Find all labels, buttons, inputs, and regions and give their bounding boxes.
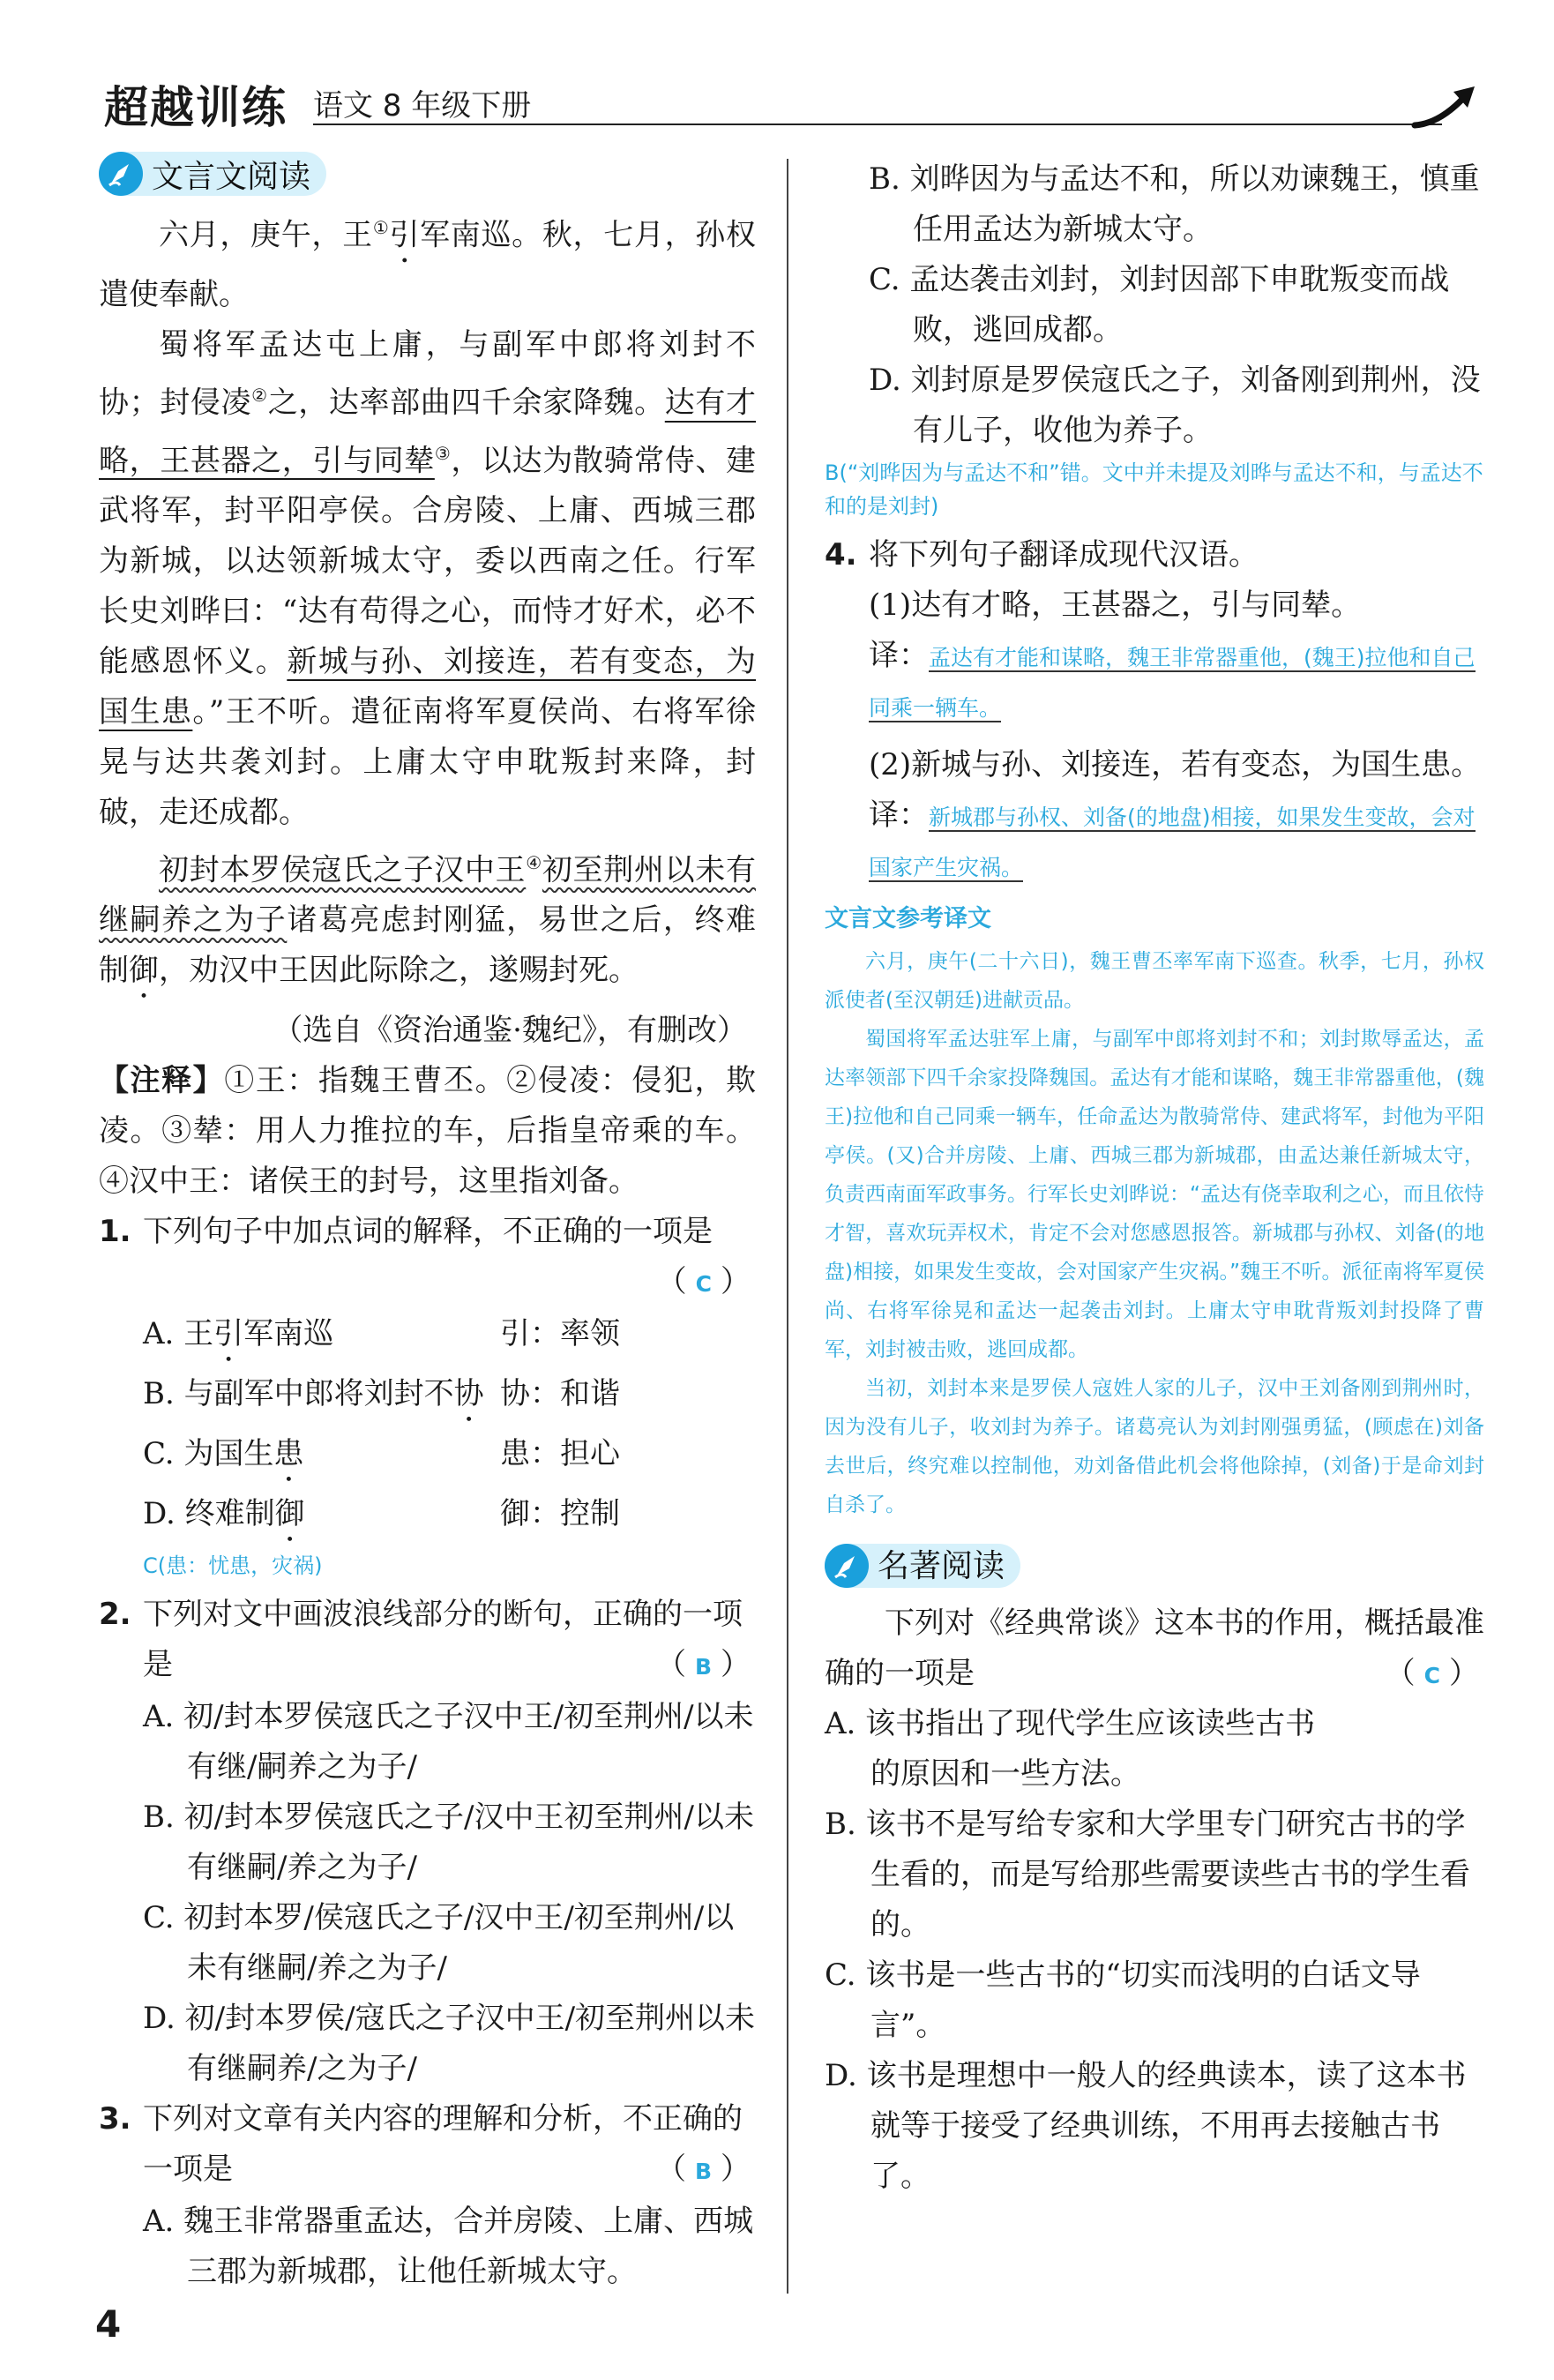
answer-blank[interactable]: B [694, 2159, 712, 2185]
pen-nib-icon [99, 152, 143, 196]
reference-paragraph-2: 蜀国将军孟达驻军上庸，与副军中郎将刘封不和；刘封欺辱孟达，孟达率领部下四千余家投降魏国。孟达有才能和谋略，魏王非常器重他，(魏王)拉他和自己同乘一辆车，任命孟达为散骑常侍、建武将军，封他为平阳亭侯。(又)合并房陵、上庸、西城三郡为新城郡，由孟达兼任新城太守，负责西南面军政事务。行军长史刘晔说：“孟达有侥幸取利之心，而且依恃才智，喜欢玩弄权术，肯定不会对您感恩报答。新城郡与孙权、刘备(的地盘)相接，如果发生变故，会对国家产生灾祸。”魏王不听。派征南将军夏侯尚、右将军徐晃和孟达一起袭击刘封。上庸太守申耽背叛刘封投降了曹军，刘封被击败，逃回成都。 [825, 1028, 1484, 1361]
header-rule [313, 123, 1442, 125]
q1-option-d[interactable]: D. 终难制御 御：控制 [143, 1496, 620, 1532]
q3-option-a[interactable]: A. 魏王非常器重孟达，合并房陵、上庸、西城三郡为新城郡，让他任新城太守。 [143, 2204, 754, 2290]
question-4: 4. 将下列句子翻译成现代汉语。 [825, 537, 1259, 573]
classics-option-d[interactable]: D. 该书是理想中一般人的经典读本，读了这本书就等于接受了经典训练，不用再去接触古书了。 [825, 2058, 1467, 2194]
q3-answer-hint: B(“刘晔因为与孟达不和”错。文中并未提及刘晔与孟达不和，与孟达不和的是刘封) [825, 460, 1483, 519]
answer-blank[interactable]: C [1423, 1663, 1440, 1688]
pen-nib-icon [825, 1544, 869, 1588]
question-2: 2. 下列对文中画波浪线部分的断句，正确的一项是 （ B ） [99, 1597, 751, 1683]
answer-blank[interactable]: B [694, 1654, 712, 1680]
passage-paragraph-2: 蜀将军孟达屯上庸，与副军中郎将刘封不协；封侵凌②之，达率部曲四千余家降魏。达有才略，王甚器之，引与同辇③，以达为散骑常侍、建武将军，封平阳亭侯。合房陵、上庸、西城三郡为新城，以达领新城太守，委以西南之任。行军长史刘晔曰：“达有苟得之心，而恃才好术，必不能感恩怀义。新城与孙、刘接连，若有变态，为国生患。”王不听。遣征南将军夏侯尚、右将军徐晃与达共袭刘封。上庸太守申耽叛封来降，封破，走还成都。 [99, 327, 757, 830]
q2-option-c[interactable]: C. 初封本罗/侯寇氏之子/汉中王/初至荆州/以未有继嗣/养之为子/ [143, 1900, 735, 1987]
section-title: 文言文阅读 [152, 158, 311, 195]
question-3: 3. 下列对文章有关内容的理解和分析，不正确的一项是 （ B ） [99, 2101, 751, 2188]
passage-paragraph-1: 六月，庚午，王①引军南巡。秋，七月，孙权遣使奉献。 [99, 217, 756, 313]
notes: 【注释】①王：指魏王曹丕。②侵凌：侵犯，欺凌。③辇：用人力推拉的车，后指皇帝乘的车。④汉中王：诸侯王的封号，这里指刘备。 [99, 1063, 757, 1200]
reference-title: 文言文参考译文 [825, 905, 991, 932]
q1-option-c[interactable]: C. 为国生患 患：担心 [143, 1436, 620, 1472]
header-brand: 超越训练 [104, 82, 288, 133]
classics-option-b[interactable]: B. 该书不是写给专家和大学里专门研究古书的学生看的，而是写给那些需要读些古书的学生看的。 [825, 1807, 1470, 1942]
classics-option-a[interactable]: A. 该书指出了现代学生应该读些古书的原因和一些方法。 [825, 1706, 1316, 1792]
q2-option-a[interactable]: A. 初/封本罗侯寇氏之子汉中王/初至荆州/以未有继/嗣养之为子/ [143, 1699, 754, 1785]
q3-option-b[interactable]: B. 刘晔因为与孟达不和，所以劝谏魏王，慎重任用孟达为新城太守。 [869, 161, 1480, 247]
q4-sentence-2: (2)新城与孙、刘接连，若有变态，为国生患。 [869, 747, 1482, 782]
left-column [99, 203, 756, 2297]
q4-translation-1[interactable]: 译：孟达有才能和谋略，魏王非常器重他，(魏王)拉他和自己同乘一辆车。 [869, 638, 1476, 721]
q3-option-d[interactable]: D. 刘封原是罗侯寇氏之子，刘备刚到荆州，没有儿子，收他为养子。 [869, 363, 1481, 448]
q1-option-a[interactable]: A. 王引军南巡 引：率领 [143, 1316, 620, 1352]
q4-translation-2[interactable]: 译：新城郡与孙权、刘备(的地盘)相接，如果发生变故，会对国家产生灾祸。 [869, 797, 1476, 880]
passage-paragraph-3: 初封本罗侯寇氏之子汉中王④初至荆州以未有继嗣养之为子诸葛亮虑封刚猛，易世之后，终难制御，劝汉中王因此际除之，遂赐封死。 [99, 851, 757, 989]
q2-option-d[interactable]: D. 初/封本罗侯/寇氏之子汉中王/初至荆州以未有继嗣养/之为子/ [143, 2001, 756, 2087]
q1-answer-hint: C(患：忧患，灾祸) [143, 1553, 323, 1579]
passage-source: （选自《资治通鉴·魏纪》，有删改） [273, 1013, 747, 1049]
section-badge-wrapper [825, 1537, 1484, 1598]
swoosh-arrow-icon [1411, 81, 1482, 134]
reference-paragraph-3: 当初，刘封本来是罗侯人寇姓人家的儿子，汉中王刘备刚到荆州时，因为没有儿子，收刘封为养子。诸葛亮认为刘封刚强勇猛，(顾虑在)刘备去世后，终究难以控制他，劝刘备借此机会将他除掉，(刘备)于是命刘封自杀了。 [825, 1377, 1484, 1516]
q1-option-b[interactable]: B. 与副军中郎将刘封不协 协：和谐 [143, 1376, 620, 1412]
question-1: 1. 下列句子中加点词的解释，不正确的一项是 （ C ） [99, 1214, 751, 1300]
page-number: 4 [95, 2302, 122, 2346]
section-badge-classical [99, 152, 326, 196]
q4-sentence-1: (1)达有才略，王甚器之，引与同辇。 [869, 588, 1362, 623]
classics-option-c[interactable]: C. 该书是一些古书的“切实而浅明的白话文导言”。 [825, 1957, 1421, 2043]
column-divider [787, 159, 788, 2294]
header-subtitle: 语文 8 年级下册 [313, 88, 532, 123]
section-title: 名著阅读 [878, 1547, 1005, 1584]
q3-option-c[interactable]: C. 孟达袭击刘封，刘封因部下申耽叛变而战败，逃回成都。 [869, 262, 1450, 348]
classics-question: 下列对《经典常谈》这本书的作用，概括最准确的一项是 （ C ） [825, 1605, 1484, 1691]
q2-option-b[interactable]: B. 初/封本罗侯寇氏之子/汉中王初至荆州/以未有继嗣/养之为子/ [143, 1800, 754, 1886]
answer-blank[interactable]: C [695, 1271, 712, 1298]
reference-paragraph-1: 六月，庚午(二十六日)，魏王曹丕率军南下巡查。秋季，七月，孙权派使者(至汉朝廷)进献贡品。 [825, 950, 1484, 1012]
right-column [825, 154, 1484, 2202]
section-badge-classics [825, 1544, 1020, 1588]
